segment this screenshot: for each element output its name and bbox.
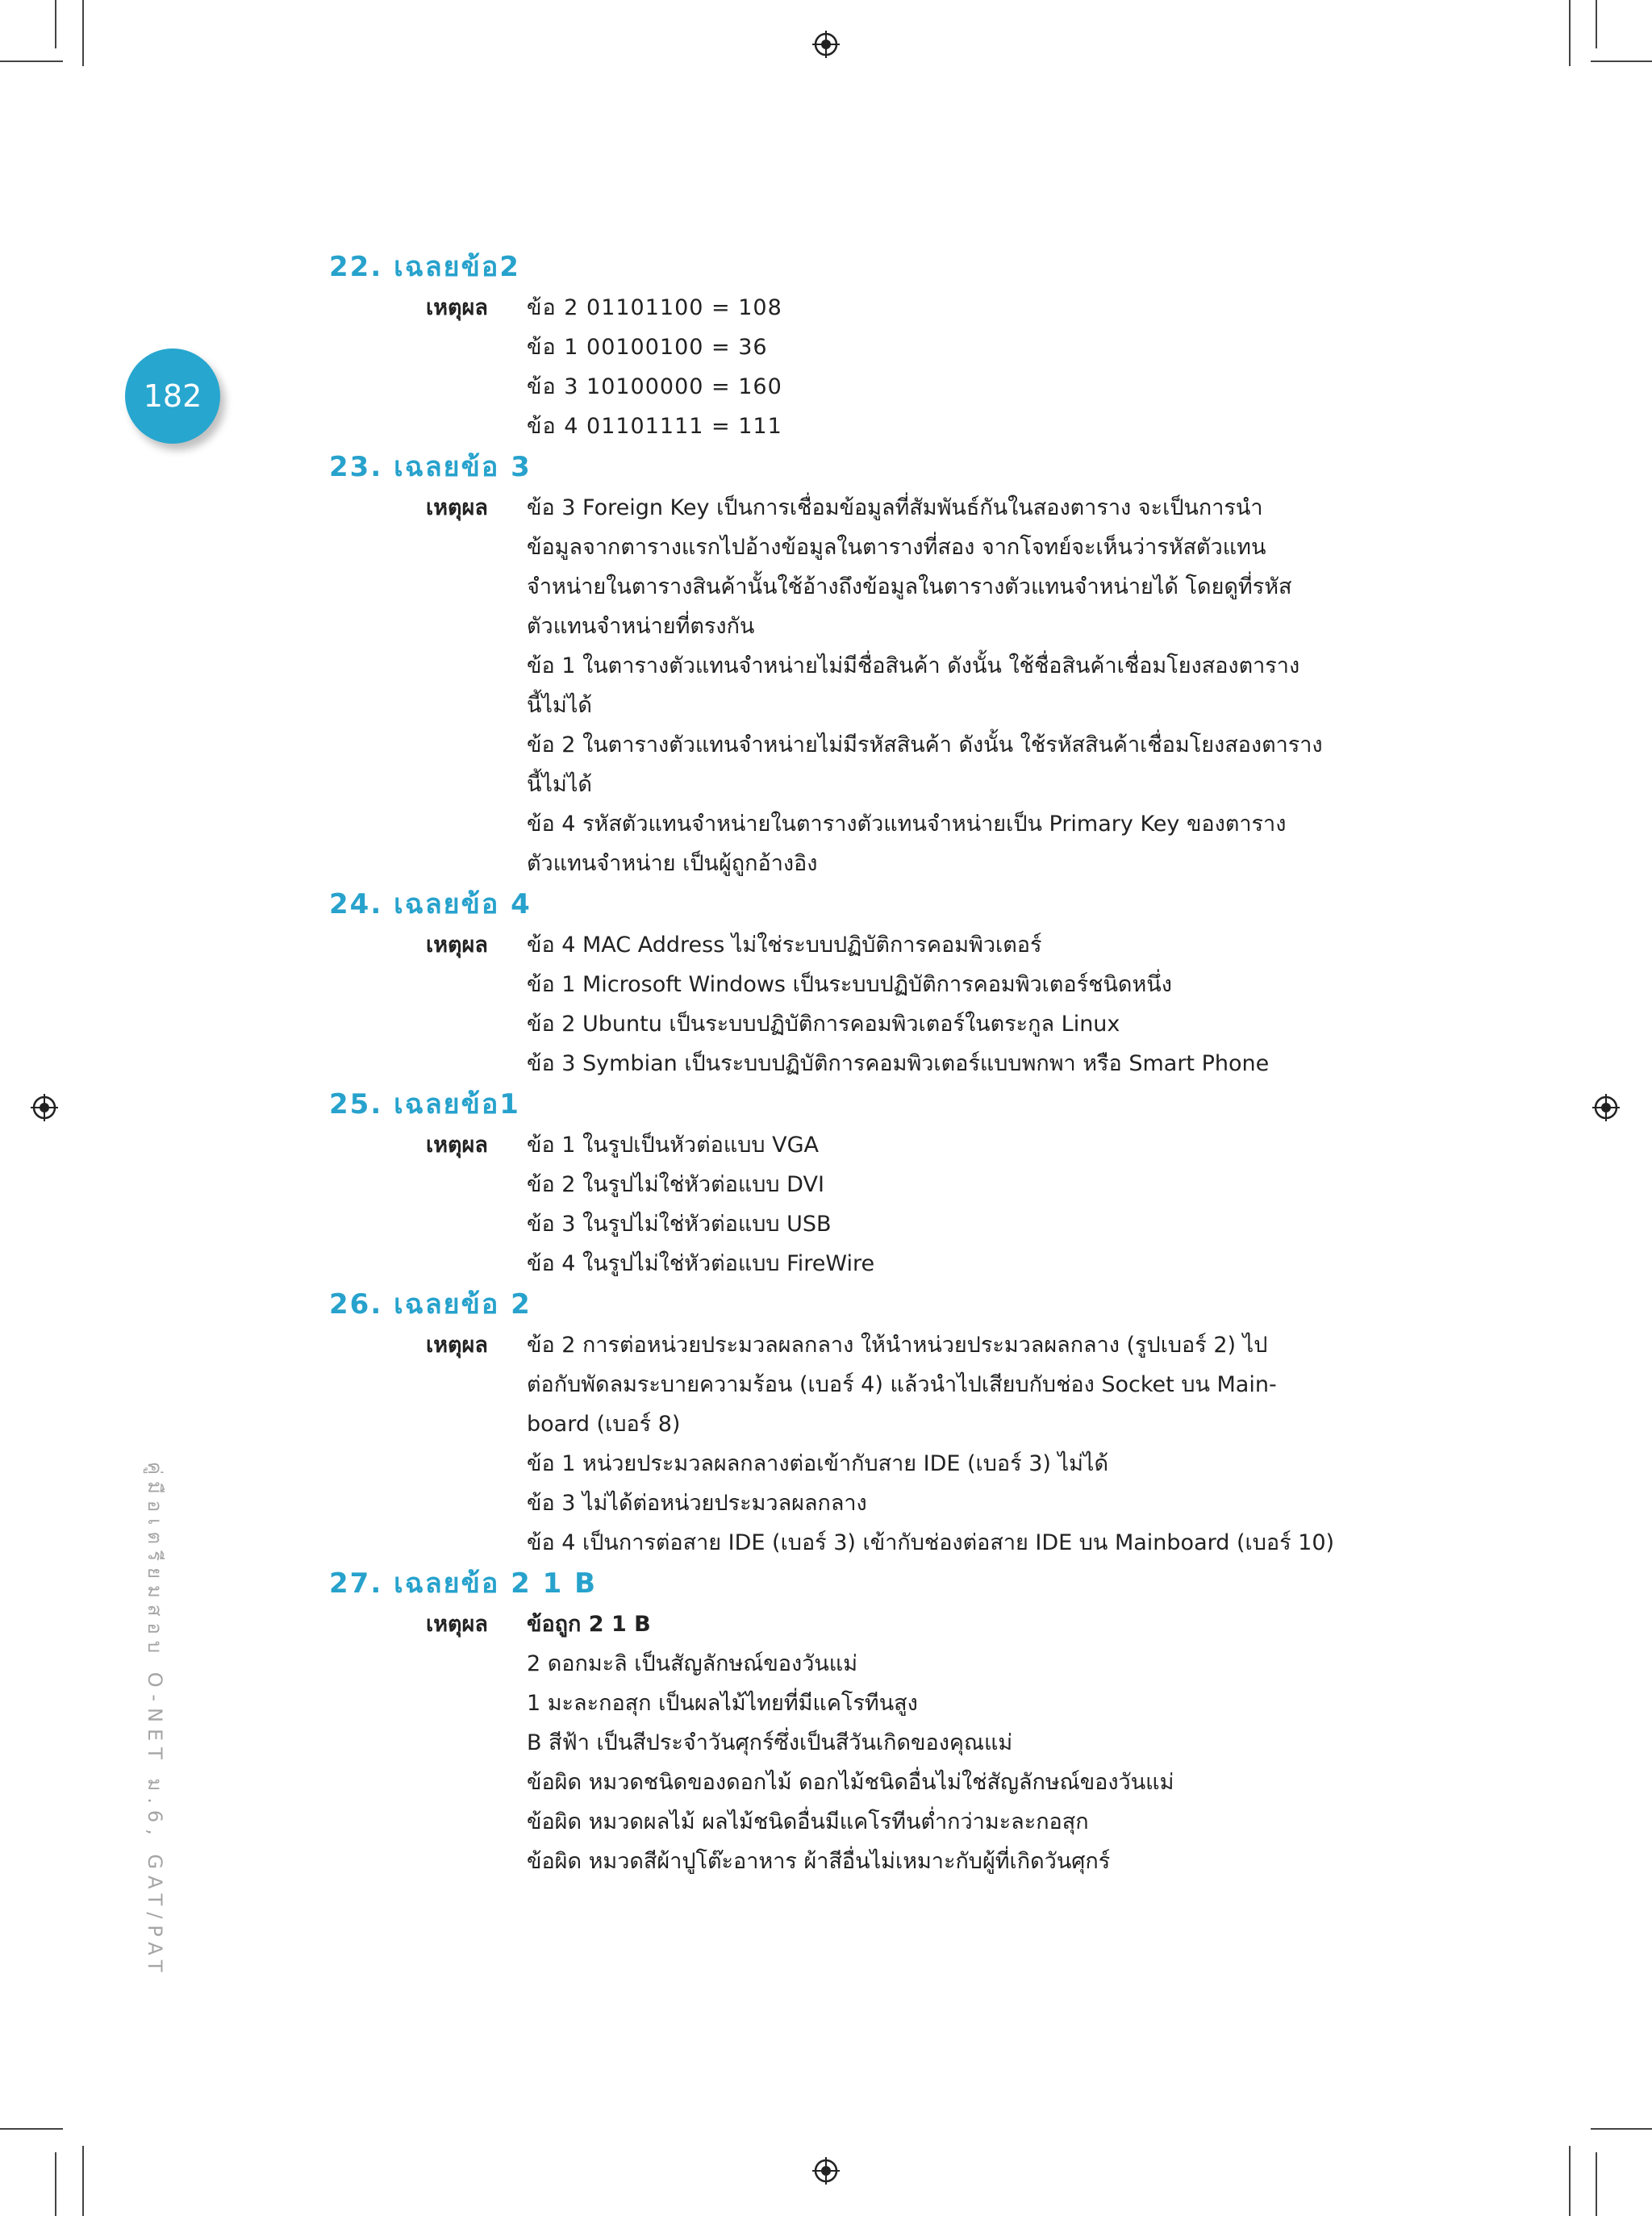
crop-mark: [1596, 0, 1597, 48]
answer-25: [329, 1083, 1426, 1283]
reason-label: เหตุผล: [426, 1133, 488, 1158]
crop-mark: [55, 2152, 56, 2216]
registration-mark-icon: [31, 1094, 58, 1121]
crop-mark: [82, 0, 84, 66]
crop-mark: [1596, 2152, 1597, 2216]
reason-block: [329, 925, 1426, 1083]
crop-mark: [1591, 61, 1652, 62]
reason-block: [329, 288, 1426, 446]
reason-line: ข้อ 2 Ubuntu เป็นระบบปฏิบัติการคอมพิวเตอร์ในตระกูล Linux: [527, 1012, 1120, 1037]
reason-line: ตัวแทนจำหน่าย เป็นผู้ถูกอ้างอิง: [527, 851, 818, 876]
reason-line: ข้อ 2 ในรูปไม่ใช่หัวต่อแบบ DVI: [527, 1172, 824, 1197]
reason-line: ข้อ 3 ไม่ได้ต่อหน่วยประมวลผลกลาง: [527, 1491, 867, 1516]
reason-line: 2 ดอกมะลิ เป็นสัญลักษณ์ของวันแม่: [527, 1651, 858, 1676]
reason-line: ข้อ 4 01101111 = 111: [527, 414, 782, 439]
reason-line: ข้อ 4 รหัสตัวแทนจำหน่ายในตารางตัวแทนจำหน่ายเป็น Primary Key ของตาราง: [527, 812, 1287, 837]
reason-block: [329, 1605, 1426, 1881]
reason-label: เหตุผล: [426, 1612, 488, 1637]
reason-label: เหตุผล: [426, 933, 488, 958]
crop-mark: [82, 2146, 84, 2216]
crop-mark: [0, 61, 63, 62]
reason-line: ตัวแทนจำหน่ายที่ตรงกัน: [527, 614, 755, 639]
reason-line: ข้อ 1 ในตารางตัวแทนจำหน่ายไม่มีชื่อสินค้า ดังนั้น ใช้ชื่อสินค้าเชื่อมโยงสองตาราง: [527, 653, 1300, 678]
reason-line: ข้อ 2 ในตารางตัวแทนจำหน่ายไม่มีรหัสสินค้า ดังนั้น ใช้รหัสสินค้าเชื่อมโยงสองตาราง: [527, 732, 1323, 757]
answer-24: [329, 883, 1426, 1083]
reason-line: ข้อ 3 10100000 = 160: [527, 374, 782, 399]
reason-line: ข้อ 1 ในรูปเป็นหัวต่อแบบ VGA: [527, 1133, 819, 1158]
answer-26: [329, 1283, 1426, 1563]
reason-label: เหตุผล: [426, 1333, 488, 1358]
reason-line: ข้อ 3 ในรูปไม่ใช่หัวต่อแบบ USB: [527, 1212, 832, 1237]
reason-line: ข้อผิด หมวดชนิดของดอกไม้ ดอกไม้ชนิดอื่นไม่ใช่สัญลักษณ์ของวันแม่: [527, 1770, 1174, 1795]
reason-block: [329, 1125, 1426, 1283]
answer-content: [329, 246, 1426, 1881]
registration-mark-icon: [1592, 1094, 1620, 1121]
reason-line: ข้อ 1 00100100 = 36: [527, 335, 768, 360]
answer-heading: 26. เฉลยข้อ 2: [329, 1288, 532, 1321]
book-title-side-text: คู่มือเตรียมสอบ O-NET ม.6, GAT/PAT: [144, 1462, 166, 1979]
registration-mark-icon: [812, 31, 840, 58]
answer-heading: 23. เฉลยข้อ 3: [329, 451, 532, 483]
answer-heading: 27. เฉลยข้อ 2 1 B: [329, 1567, 598, 1600]
answer-23: [329, 446, 1426, 883]
answer-27: [329, 1563, 1426, 1881]
reason-line: ข้อ 1 Microsoft Windows เป็นระบบปฏิบัติการคอมพิวเตอร์ชนิดหนึ่ง: [527, 972, 1172, 997]
reason-line: ข้อ 3 Symbian เป็นระบบปฏิบัติการคอมพิวเตอร์แบบพกพา หรือ Smart Phone: [527, 1051, 1270, 1076]
reason-line: board (เบอร์ 8): [527, 1412, 681, 1437]
reason-line: 1 มะละกอสุก เป็นผลไม้ไทยที่มีแคโรทีนสูง: [527, 1691, 918, 1716]
crop-mark: [1569, 0, 1571, 66]
reason-line: จำหน่ายในตารางสินค้านั้นใช้อ้างถึงข้อมูลในตารางตัวแทนจำหน่ายได้ โดยดูที่รหัส: [527, 574, 1292, 599]
reason-line: ข้อ 4 ในรูปไม่ใช่หัวต่อแบบ FireWire: [527, 1251, 875, 1276]
reason-line: ข้อผิด หมวดผลไม้ ผลไม้ชนิดอื่นมีแคโรทีนต่ำกว่ามะละกอสุก: [527, 1809, 1089, 1834]
reason-label: เหตุผล: [426, 495, 488, 520]
reason-line: B สีฟ้า เป็นสีประจำวันศุกร์ซึ่งเป็นสีวันเกิดของคุณแม่: [527, 1730, 1013, 1755]
answer-heading: 22. เฉลยข้อ2: [329, 251, 520, 283]
reason-label: เหตุผล: [426, 295, 488, 320]
page-number: 182: [143, 378, 202, 414]
answer-heading: 25. เฉลยข้อ1: [329, 1088, 520, 1121]
reason-line: ข้อ 2 การต่อหน่วยประมวลผลกลาง ให้นำหน่วยประมวลผลกลาง (รูปเบอร์ 2) ไป: [527, 1333, 1268, 1358]
reason-line: ข้อ 2 01101100 = 108: [527, 295, 782, 320]
crop-mark: [1569, 2146, 1571, 2216]
reason-line: ข้อถูก 2 1 B: [527, 1612, 651, 1637]
reason-block: [329, 488, 1426, 883]
answer-22: [329, 246, 1426, 446]
crop-mark: [55, 0, 56, 48]
reason-line: ต่อกับพัดลมระบายความร้อน (เบอร์ 4) แล้วนำไปเสียบกับช่อง Socket บน Main-: [527, 1372, 1277, 1397]
reason-line: นี้ไม่ได้: [527, 693, 592, 718]
reason-line: ข้อมูลจากตารางแรกไปอ้างข้อมูลในตารางที่สอง จากโจทย์จะเห็นว่ารหัสตัวแทน: [527, 535, 1266, 560]
page-number-badge: [125, 348, 220, 444]
crop-mark: [1591, 2128, 1652, 2130]
reason-line: ข้อผิด หมวดสีผ้าปูโต๊ะอาหาร ผ้าสีอื่นไม่เหมาะกับผู้ที่เกิดวันศุกร์: [527, 1849, 1111, 1874]
reason-line: ข้อ 4 MAC Address ไม่ใช่ระบบปฏิบัติการคอมพิวเตอร์: [527, 933, 1042, 958]
reason-line: ข้อ 4 เป็นการต่อสาย IDE (เบอร์ 3) เข้ากับช่องต่อสาย IDE บน Mainboard (เบอร์ 10): [527, 1530, 1335, 1555]
registration-mark-icon: [812, 2157, 840, 2185]
reason-block: [329, 1325, 1426, 1563]
reason-line: ข้อ 3 Foreign Key เป็นการเชื่อมข้อมูลที่สัมพันธ์กันในสองตาราง จะเป็นการนำ: [527, 495, 1263, 520]
answer-heading: 24. เฉลยข้อ 4: [329, 888, 532, 920]
reason-line: ข้อ 1 หน่วยประมวลผลกลางต่อเข้ากับสาย IDE (เบอร์ 3) ไม่ได้: [527, 1451, 1109, 1476]
reason-line: นี้ไม่ได้: [527, 772, 592, 797]
crop-mark: [0, 2128, 63, 2130]
